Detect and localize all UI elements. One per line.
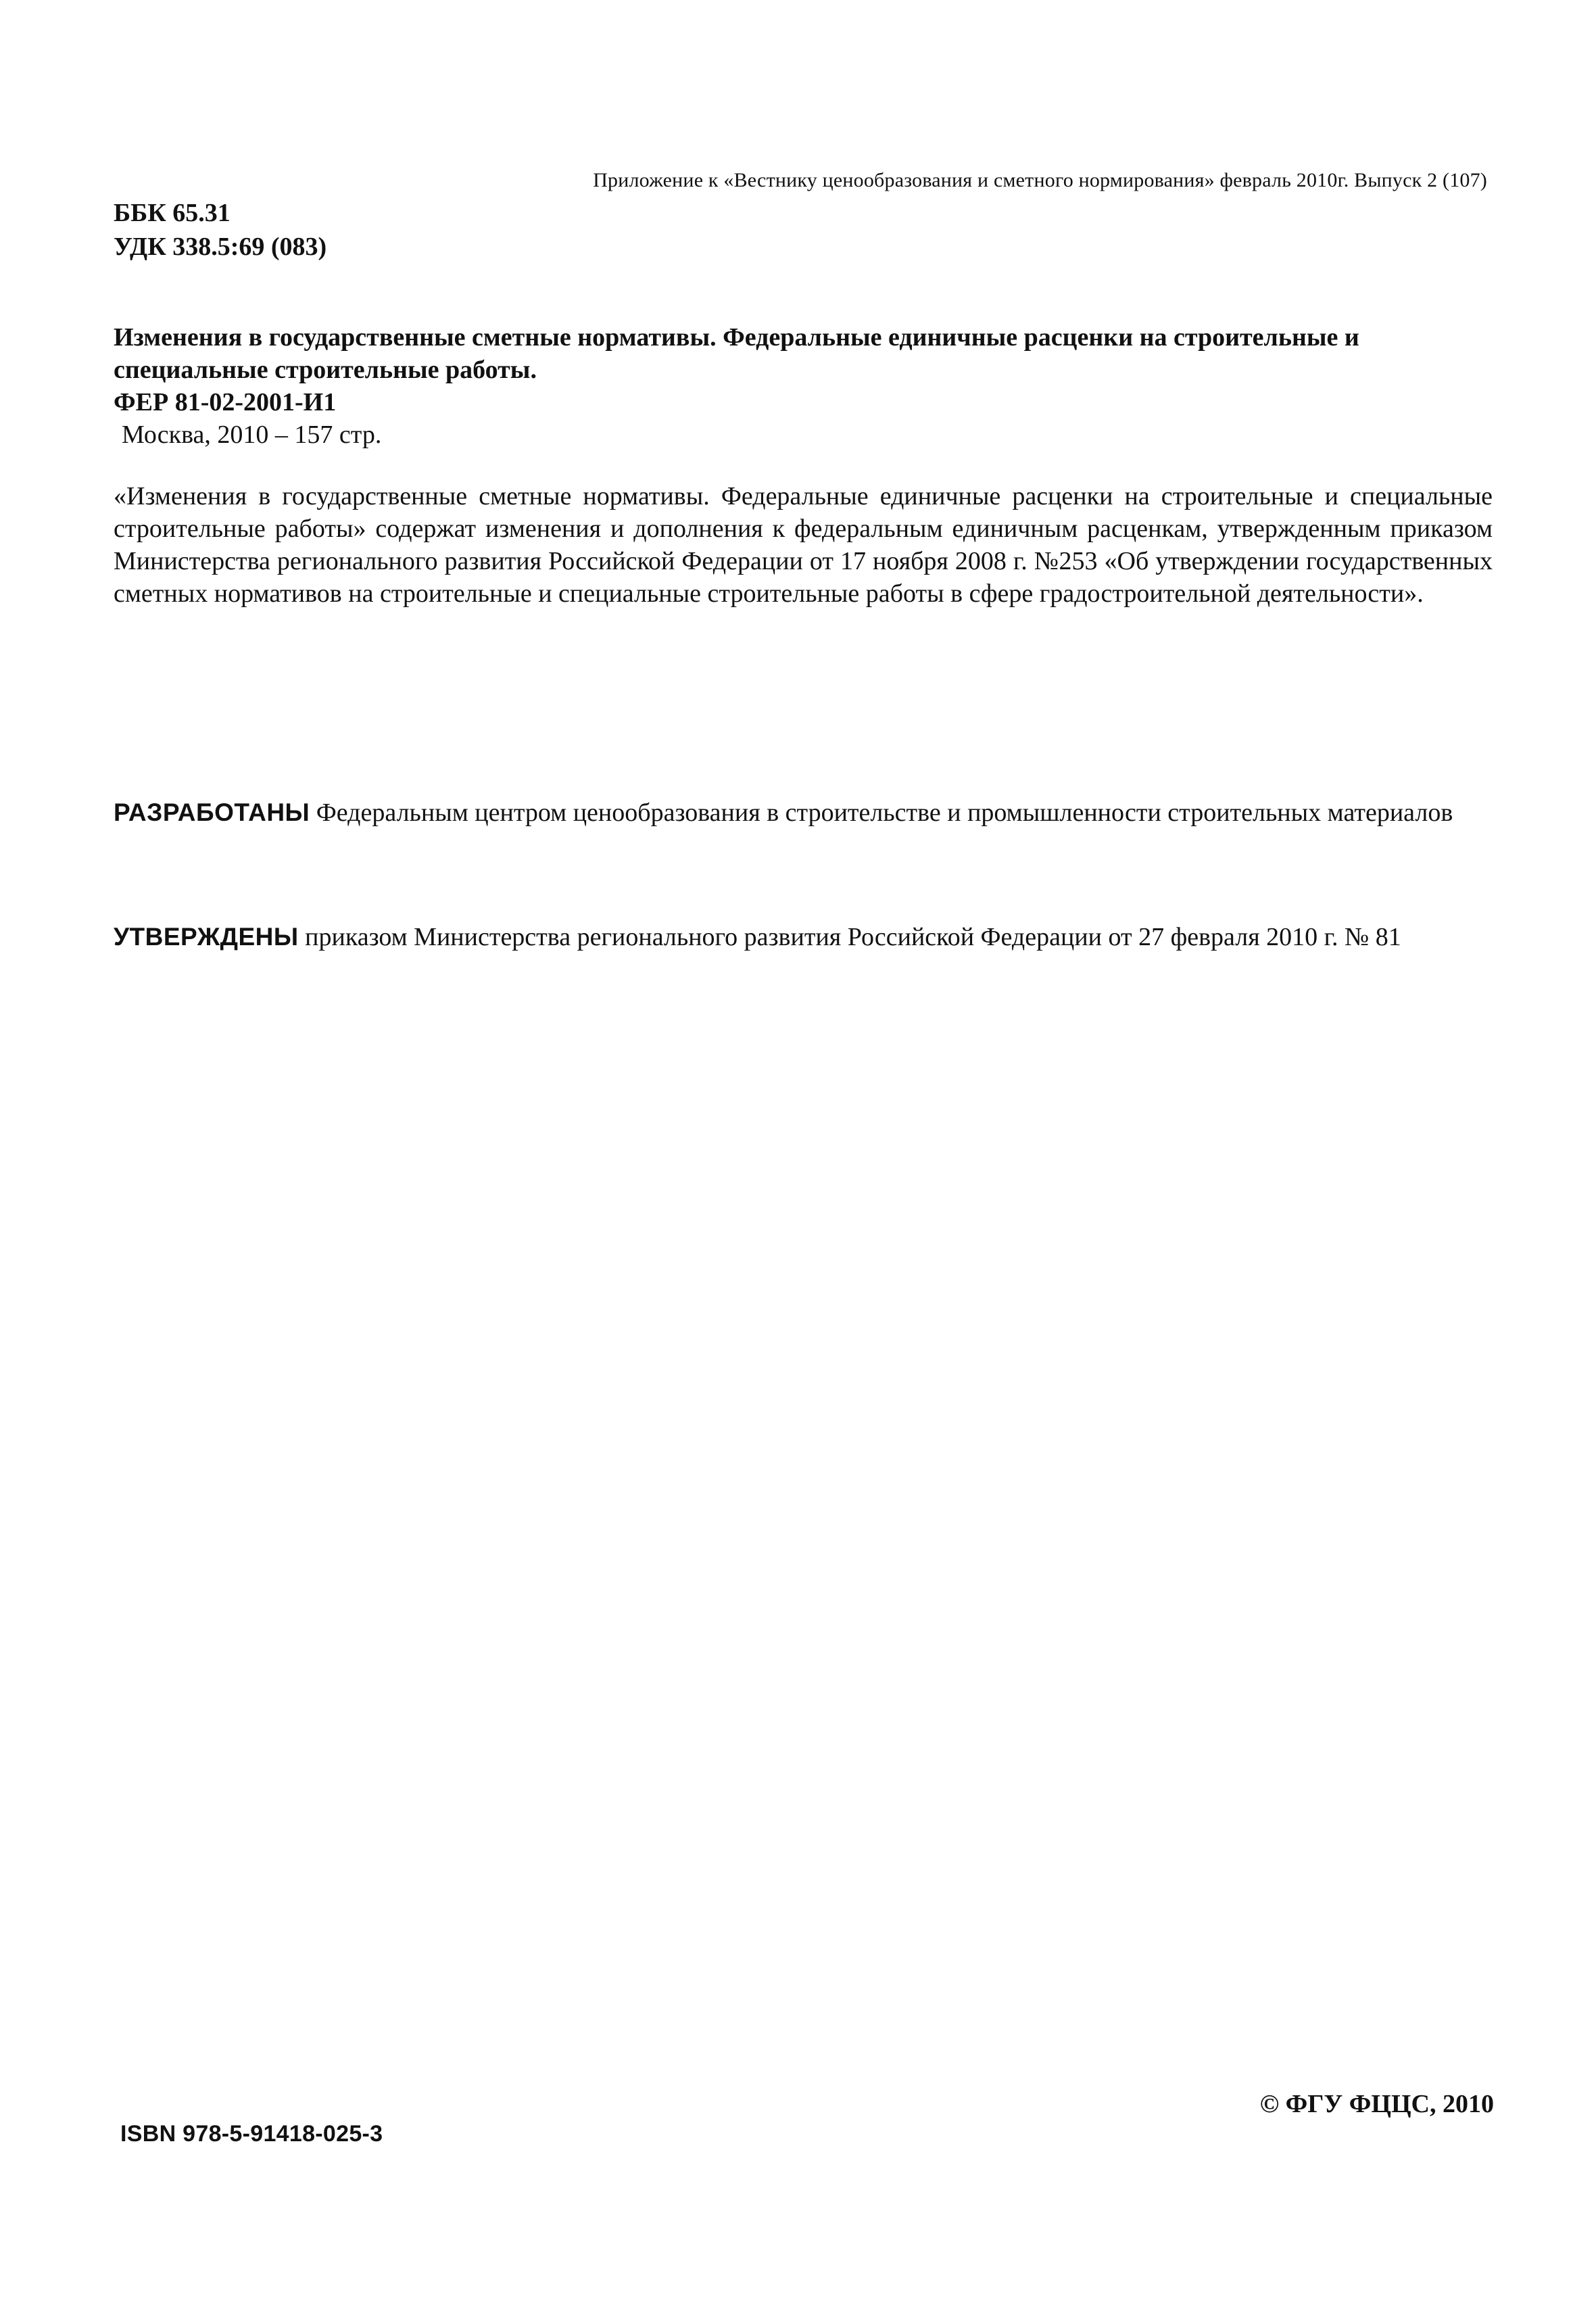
publication-place: Москва, 2010 – 157 стр.: [122, 421, 382, 449]
copyright-notice: © ФГУ ФЦЦС, 2010: [1259, 2090, 1494, 2118]
bbk-code: ББК 65.31: [114, 199, 231, 227]
title-block: [114, 321, 1493, 451]
header-note: Приложение к «Вестнику ценообразования и сметного нормирования» февраль 2010г. Выпуск 2 (107): [593, 169, 1487, 191]
isbn-number: ISBN 978-5-91418-025-3: [120, 2121, 383, 2147]
udk-code: УДК 338.5:69 (083): [114, 233, 327, 261]
document-code: ФЕР 81-02-2001-И1: [114, 388, 337, 416]
document-title: Изменения в государственные сметные нормативы. Федеральные единичные расценки на строительные и специальные строительные работы.: [114, 323, 1359, 384]
developed-by-paragraph: [114, 796, 1493, 829]
classification-codes: [114, 196, 327, 264]
approved-by-paragraph: [114, 921, 1493, 953]
approved-text: приказом Министерства регионального развития Российской Федерации от 27 февраля 2010 г. № 81: [298, 923, 1401, 951]
summary-paragraph: «Изменения в государственные сметные нормативы. Федеральные единичные расценки на строительные и специальные строительные работы» содержат изменения и дополнения к федеральным единичным расценкам, утвержденным приказом Министерства регионального развития Российской Федерации от 17 ноября 2008 г. №253 «Об утверждении государственных сметных нормативов на строительные и специальные строительные работы в сфере градостроительной деятельности».: [114, 482, 1493, 608]
developed-keyword: РАЗРАБОТАНЫ: [114, 798, 310, 826]
developed-text: Федеральным центром ценообразования в строительстве и промышленности строительных материалов: [310, 798, 1453, 827]
approved-keyword: УТВЕРЖДЕНЫ: [114, 923, 299, 951]
